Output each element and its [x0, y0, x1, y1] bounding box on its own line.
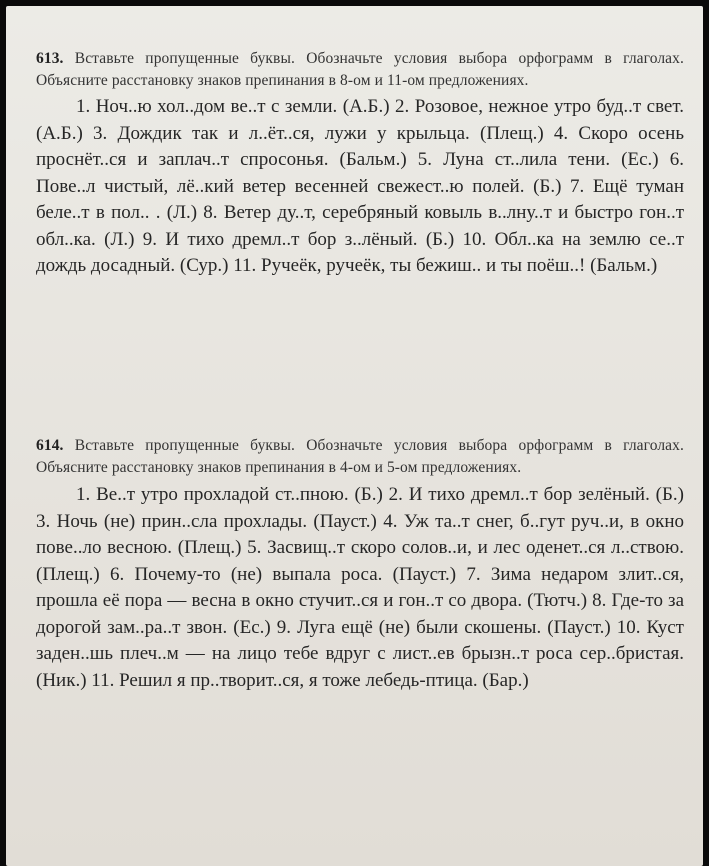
exercise-613-instruction — [36, 48, 684, 92]
exercise-614-text: 1. Ве..т утро прохладой ст..пною. (Б.) 2. И тихо дремл..т бор зелёный. (Б.) 3. Ночь (не) прин..сла прохлады. (Пауст.) 4. Уж та..т снег, б..гут руч..и, в окно пове..ло весною. (Плещ.) 5. Засвищ..т скоро солов..и, и лес оденет..ся л..ствою. (Плещ.) 6. Почему-то (не) выпала роса. (Пауст.) 7. Зима недаром злит..ся, прошла её пора — весна в окно стучит..ся и гон..т со двора. (Тютч.) 8. Где-то за дорогой зам..ра..т звон. (Ес.) 9. Луга ещё (не) были скошены. (Пауст.) 10. Куст заден..шь плеч..м — на лицо тебе вдруг с лист..ев брызн..т роса сер..бристая. (Ник.) 11. Решил я пр..творит..ся, я тоже лебедь-птица. (Бар.) — [36, 484, 684, 691]
textbook-page — [6, 6, 703, 866]
exercise-614 — [36, 435, 684, 694]
exercise-613-text: 1. Ноч..ю хол..дом ве..т с земли. (А.Б.) 2. Розовое, нежное утро буд..т свет. (А.Б.) 3. Дождик так и л..ёт..ся, лужи у крыльца. (Плещ.) 4. Скоро осень проснёт..ся и заплач..т спросонья. (Бальм.) 5. Луна ст..лила тени. (Ес.) 6. Пове..л чистый, лё..кий ветер весенней свежест..ю полей. (Б.) 7. Ещё туман беле..т в пол.. . (Л.) 8. Ветер ду..т, серебряный ковыль в..лну..т и быстро гон..т обл..ка. (Л.) 9. И тихо дремл..т бор з..лёный. (Б.) 10. Обл..ка на землю се..т дождь досадный. (Сур.) 11. Ручеёк, ручеёк, ты бежиш.. и ты поёш..! (Бальм.) — [36, 96, 684, 276]
exercise-613-instruction-text: Вставьте пропущенные буквы. Обозначьте условия выбора орфограмм в глаголах. Объясните расстановку знаков препинания в 8-ом и 11-ом предложениях. — [36, 50, 684, 89]
exercise-614-instruction — [36, 435, 684, 479]
exercise-613-number: 613. — [36, 50, 64, 67]
exercise-614-instruction-text: Вставьте пропущенные буквы. Обозначьте условия выбора орфограмм в глаголах. Объясните расстановку знаков препинания в 4-ом и 5-ом предложениях. — [36, 437, 684, 476]
exercise-613 — [36, 48, 684, 280]
exercise-614-number: 614. — [36, 437, 64, 454]
